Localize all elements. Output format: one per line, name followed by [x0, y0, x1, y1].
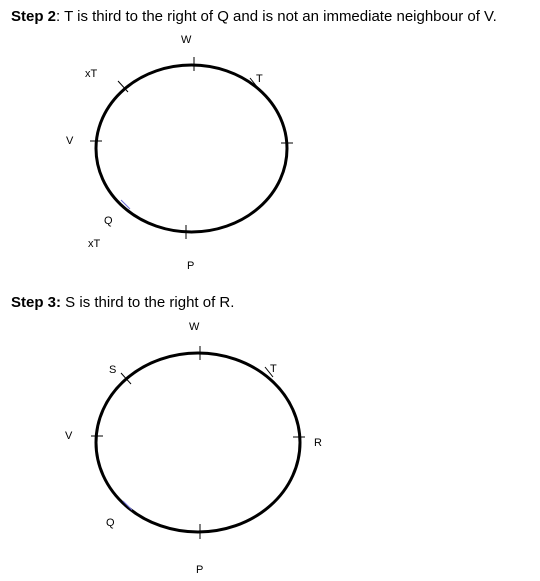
label-lower-left-outer: xT	[88, 238, 101, 250]
label-upper-left: xT	[85, 68, 98, 80]
label-upper-right: T	[256, 73, 263, 85]
label-upper-left: S	[109, 364, 117, 376]
step2-text: T is third to the right of Q and is not an immediate neighbour of V.	[60, 8, 497, 25]
label-left: V	[66, 135, 74, 147]
step3-text: S is third to the right of R.	[61, 294, 235, 311]
label-bottom: P	[196, 564, 204, 576]
label-left: V	[65, 430, 73, 442]
label-bottom: P	[187, 260, 195, 272]
label-upper-right: T	[270, 363, 277, 375]
step2-colon: :	[56, 8, 61, 25]
label-lower-left: Q	[106, 517, 115, 529]
step2-heading: Step 2	[11, 8, 57, 25]
label-right: R	[314, 437, 322, 449]
label-lower-left: Q	[104, 215, 113, 227]
step3-heading: Step 3:	[11, 294, 62, 311]
label-top: W	[189, 321, 200, 333]
label-top: W	[181, 34, 192, 46]
